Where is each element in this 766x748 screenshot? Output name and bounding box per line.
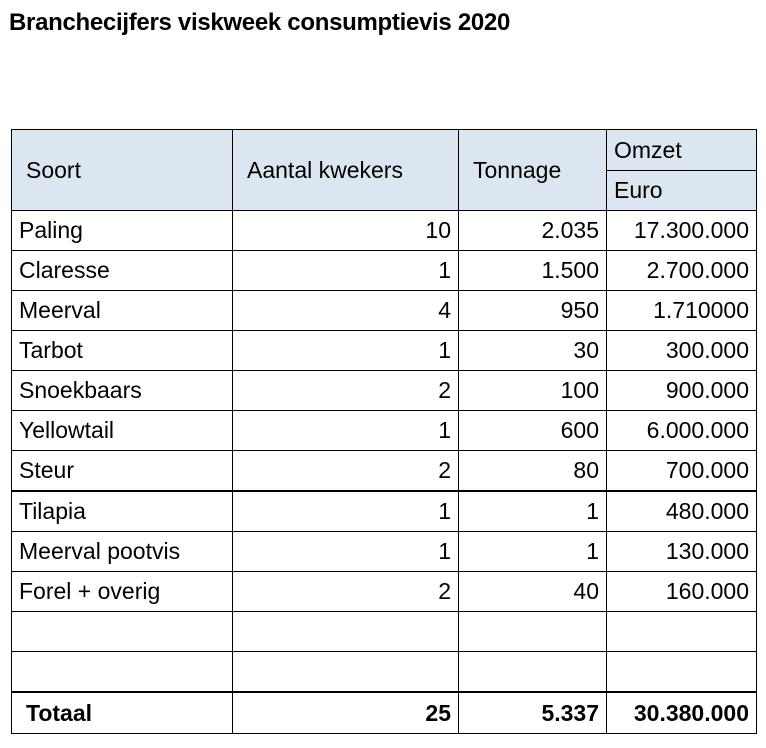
cell-aantal: 1 (233, 491, 459, 532)
cell-aantal: 1 (233, 251, 459, 291)
table-row (12, 371, 757, 411)
cell-tonnage: 40 (459, 572, 607, 612)
cell-omzet: 700.000 (607, 451, 757, 492)
cell-tonnage: 80 (459, 451, 607, 492)
empty-cell (459, 612, 607, 652)
header-omzet: Omzet (607, 130, 757, 171)
cell-tonnage: 600 (459, 411, 607, 451)
cell-aantal: 2 (233, 451, 459, 492)
table-row (12, 411, 757, 451)
total-omzet: 30.380.000 (607, 692, 757, 734)
cell-tonnage: 1.500 (459, 251, 607, 291)
cell-tonnage: 950 (459, 291, 607, 331)
cell-soort: Forel + overig (12, 572, 233, 612)
cell-aantal: 1 (233, 331, 459, 371)
empty-row (12, 652, 757, 693)
total-label: Totaal (12, 692, 233, 734)
empty-cell (607, 652, 757, 693)
header-tonnage: Tonnage (459, 130, 607, 211)
table-header-row (12, 130, 757, 171)
cell-aantal: 4 (233, 291, 459, 331)
page-title: Branchecijfers viskweek consumptievis 2020 (9, 9, 511, 36)
cell-tonnage: 100 (459, 371, 607, 411)
table-row (12, 331, 757, 371)
header-aantal-kwekers: Aantal kwekers (233, 130, 459, 211)
cell-omzet: 300.000 (607, 331, 757, 371)
cell-tonnage: 30 (459, 331, 607, 371)
cell-soort: Yellowtail (12, 411, 233, 451)
header-omzet-unit: Euro (607, 171, 757, 211)
empty-cell (233, 652, 459, 693)
cell-aantal: 10 (233, 211, 459, 251)
cell-soort: Snoekbaars (12, 371, 233, 411)
total-row (12, 692, 757, 734)
table-row (12, 291, 757, 331)
cell-tonnage: 1 (459, 491, 607, 532)
empty-cell (12, 612, 233, 652)
empty-row (12, 612, 757, 652)
cell-omzet: 1.710000 (607, 291, 757, 331)
cell-omzet: 6.000.000 (607, 411, 757, 451)
cell-tonnage: 2.035 (459, 211, 607, 251)
cell-omzet: 2.700.000 (607, 251, 757, 291)
cell-soort: Claresse (12, 251, 233, 291)
header-soort: Soort (12, 130, 233, 211)
table-row (12, 451, 757, 492)
empty-cell (459, 652, 607, 693)
cell-soort: Meerval pootvis (12, 532, 233, 572)
cell-soort: Tilapia (12, 491, 233, 532)
total-aantal: 25 (233, 692, 459, 734)
cell-soort: Meerval (12, 291, 233, 331)
cell-omzet: 480.000 (607, 491, 757, 532)
empty-cell (12, 652, 233, 693)
total-tonnage: 5.337 (459, 692, 607, 734)
cell-omzet: 17.300.000 (607, 211, 757, 251)
cell-aantal: 1 (233, 532, 459, 572)
empty-cell (233, 612, 459, 652)
branch-figures-table (11, 129, 757, 734)
cell-omzet: 130.000 (607, 532, 757, 572)
empty-cell (607, 612, 757, 652)
cell-omzet: 160.000 (607, 572, 757, 612)
cell-soort: Paling (12, 211, 233, 251)
cell-soort: Steur (12, 451, 233, 492)
table-row (12, 211, 757, 251)
table-row (12, 491, 757, 532)
cell-aantal: 2 (233, 572, 459, 612)
cell-aantal: 2 (233, 371, 459, 411)
cell-soort: Tarbot (12, 331, 233, 371)
table-row (12, 572, 757, 612)
cell-tonnage: 1 (459, 532, 607, 572)
cell-omzet: 900.000 (607, 371, 757, 411)
table-row (12, 532, 757, 572)
cell-aantal: 1 (233, 411, 459, 451)
table-row (12, 251, 757, 291)
